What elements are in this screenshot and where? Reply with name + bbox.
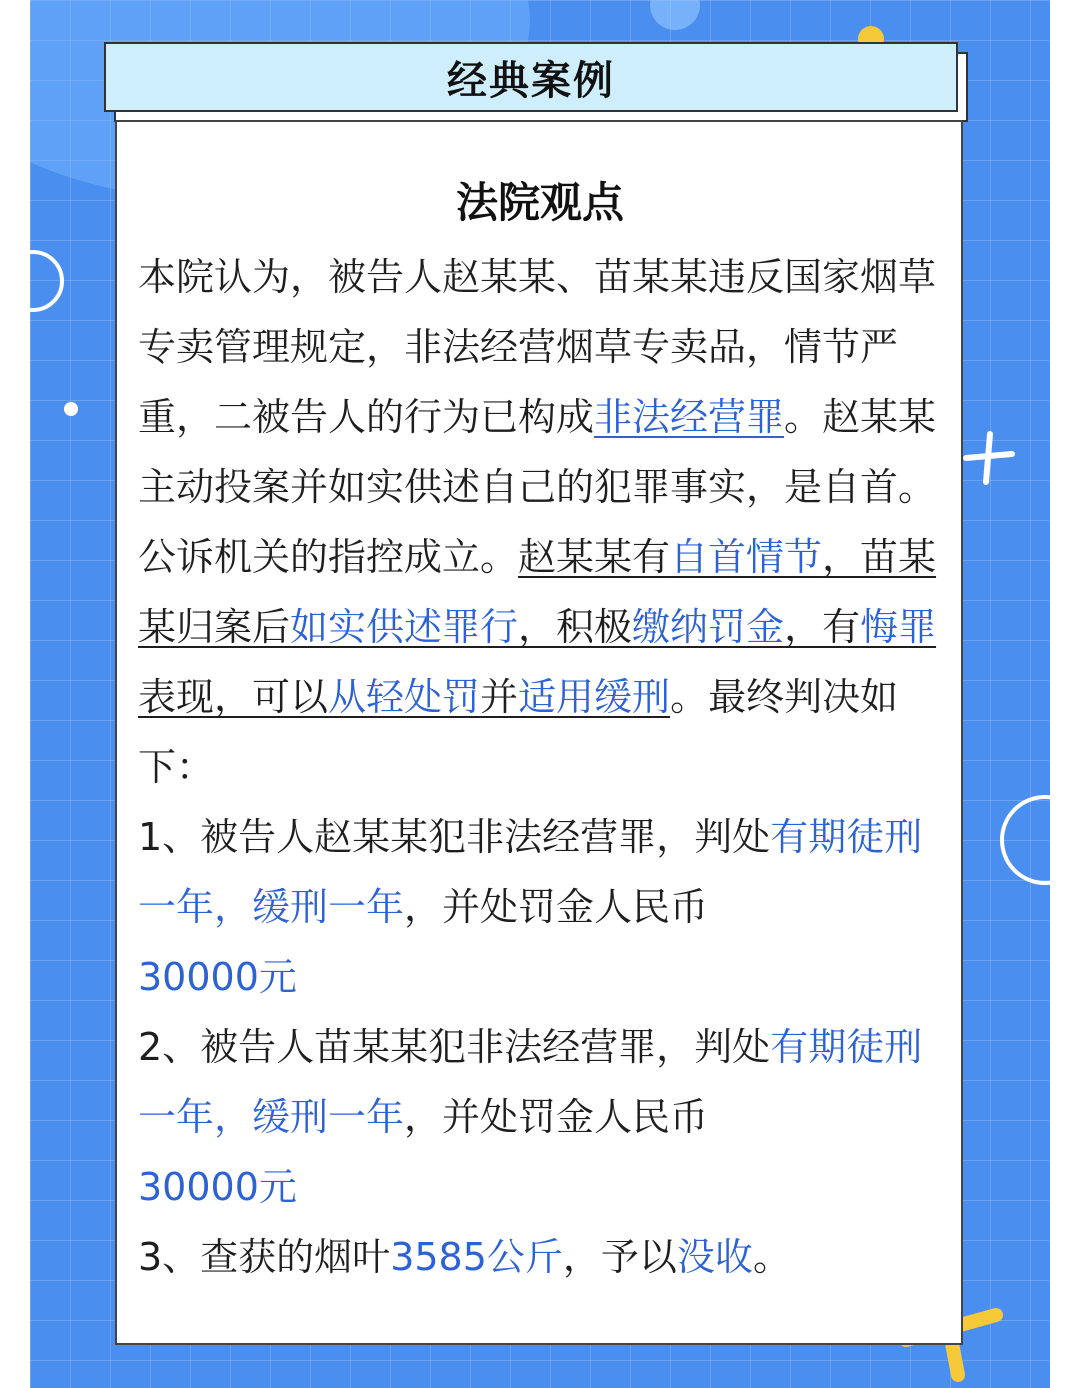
verdict-item: [138, 802, 938, 1012]
text-segment: ，并处罚金人民币: [404, 1095, 709, 1139]
text-segment: ，予以: [562, 1235, 677, 1279]
plus-icon: [962, 430, 1018, 486]
page-title: 经典案例: [447, 57, 615, 104]
text-segment: 赵某某有: [518, 535, 671, 579]
text-segment: 3、查获的烟叶: [138, 1235, 391, 1279]
decorative-dot: [650, 0, 700, 30]
highlight-link[interactable]: 适用缓刑: [518, 675, 671, 719]
verdict-item: [138, 1012, 938, 1222]
text-segment: 并: [480, 675, 519, 719]
text-segment: 。赵某某主动投案并如实供述自己的犯罪事实，是自首。公诉机关的指控成立。: [138, 395, 937, 579]
highlight-text: 3585公斤: [390, 1235, 563, 1279]
decorative-ring-icon: [2, 250, 64, 312]
text-segment: ，有: [784, 605, 861, 649]
text-segment: ，积极: [518, 605, 633, 649]
highlight-link[interactable]: 非法经营罪: [594, 395, 785, 439]
text-segment: 。最终判决如下：: [138, 675, 899, 789]
text-segment: 表现，可以: [138, 675, 329, 719]
decorative-dot-icon: [64, 402, 78, 416]
decorative-ring-icon: [1000, 795, 1080, 885]
title-banner: [104, 42, 958, 112]
highlight-text: 有期徒刑一年，缓刑一年: [138, 1025, 923, 1139]
highlight-text: 30000元: [138, 955, 297, 999]
text-segment: 本院认为，被告人赵某某、苗某某违反国家烟草专卖管理规定，非法经营烟草专卖品，情节严重，二被告人的行为已构成: [138, 255, 937, 439]
highlight-text: 30000元: [138, 1165, 297, 1209]
text-segment: 1、被告人赵某某犯非法经营罪，判处: [138, 815, 771, 859]
text-segment: ，苗某某归案后: [138, 535, 937, 649]
text-segment: 。: [752, 1235, 791, 1279]
highlight-text: 没收: [676, 1235, 753, 1279]
highlight-link[interactable]: 缴纳罚金: [632, 605, 785, 649]
verdict-item: [138, 1222, 938, 1292]
highlight-link[interactable]: 如实供述罪行: [290, 605, 519, 649]
court-opinion-text: [138, 242, 938, 1292]
highlight-link[interactable]: 悔罪: [860, 605, 937, 649]
section-heading: 法院观点: [455, 178, 624, 227]
opinion-paragraph: [138, 242, 938, 802]
text-segment: ，并处罚金人民币: [404, 885, 709, 929]
text-segment: 2、被告人苗某某犯非法经营罪，判处: [138, 1025, 771, 1069]
highlight-link[interactable]: 自首情节: [670, 535, 823, 579]
highlight-link[interactable]: 从轻处罚: [328, 675, 481, 719]
highlight-text: 有期徒刑一年，缓刑一年: [138, 815, 923, 929]
